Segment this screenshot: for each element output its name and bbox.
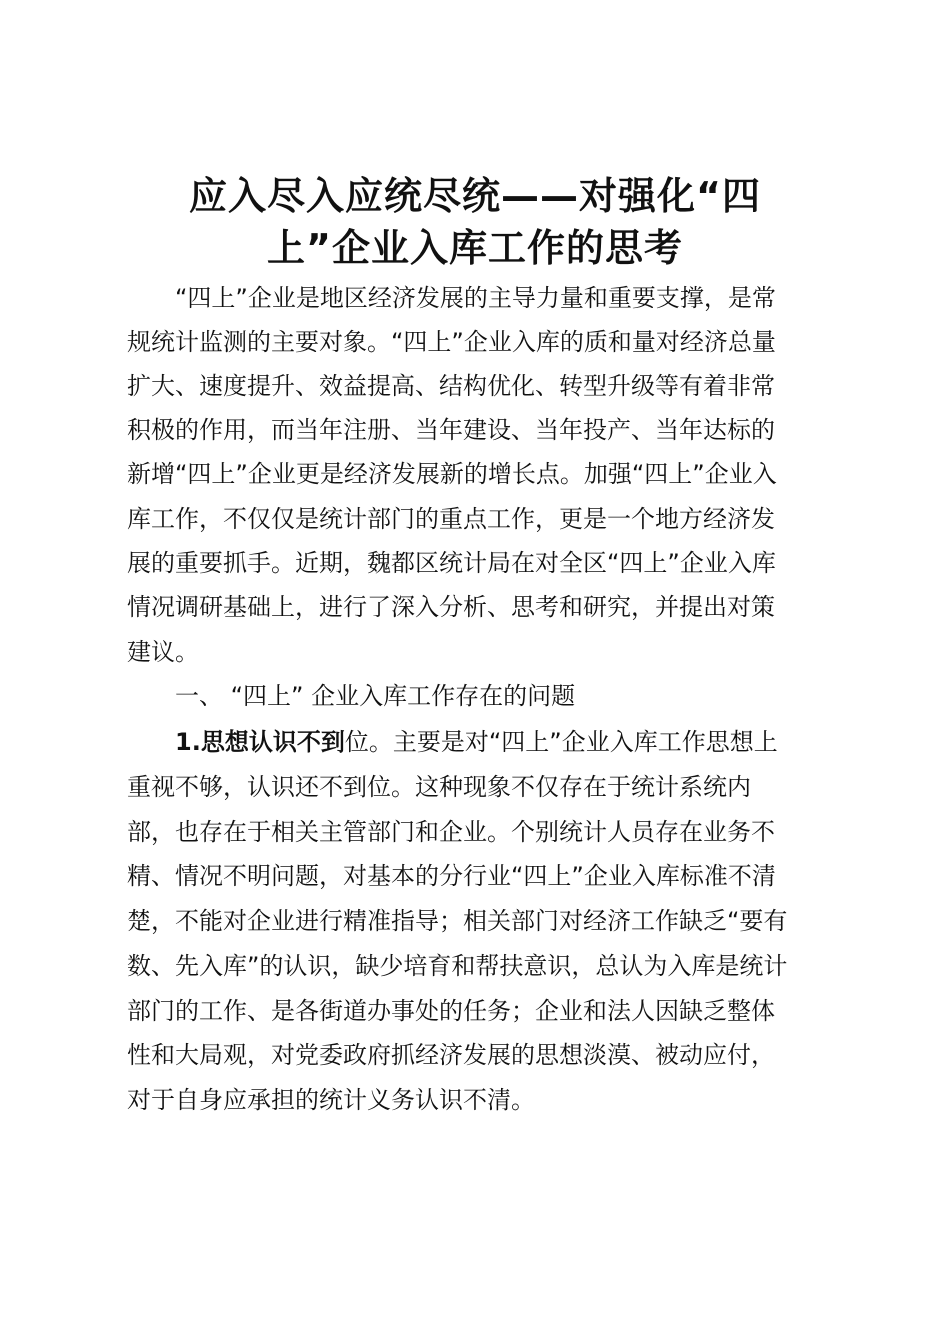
paragraph-line: 新增“四上”企业更是经济发展新的增长点。加强“四上”企业入 xyxy=(127,460,777,488)
title-line-2: 上”企业入库工作的思考 xyxy=(267,226,683,270)
point-1-first-line xyxy=(175,727,778,757)
paragraph-line: 积极的作用，而当年注册、当年建设、当年投产、当年达标的 xyxy=(127,416,775,444)
paragraph-line: 规统计监测的主要对象。“四上”企业入库的质和量对经济总量 xyxy=(127,328,776,356)
paragraph-line: 重视不够，认识还不到位。这种现象不仅存在于统计系统内 xyxy=(127,773,751,801)
paragraph-line: 性和大局观，对党委政府抓经济发展的思想淡漠、被动应付， xyxy=(127,1041,775,1069)
paragraph-line: 库工作，不仅仅是统计部门的重点工作，更是一个地方经济发 xyxy=(127,505,775,533)
paragraph-line: “四上”企业是地区经济发展的主导力量和重要支撑，是常 xyxy=(175,284,776,312)
paragraph-line: 展的重要抓手。近期，魏都区统计局在对全区“四上”企业入库 xyxy=(127,549,776,577)
point-1-heading: 1.思想认识不到 xyxy=(175,728,345,756)
section-heading: 一、 “四上” 企业入库工作存在的问题 xyxy=(175,682,576,710)
paragraph-line: 数、先入库”的认识，缺少培育和帮扶意识，总认为入库是统计 xyxy=(127,952,788,980)
paragraph-line: 楚，不能对企业进行精准指导；相关部门对经济工作缺乏“要有 xyxy=(127,907,788,935)
paragraph-line: 扩大、速度提升、效益提高、结构优化、转型升级等有着非常 xyxy=(127,372,775,400)
paragraph-line: 部，也存在于相关主管部门和企业。个别统计人员存在业务不 xyxy=(127,818,775,846)
paragraph-line: 情况调研基础上，进行了深入分析、思考和研究，并提出对策 xyxy=(127,593,775,621)
paragraph-line: 建议。 xyxy=(127,638,199,666)
title-line-1: 应入尽入应统尽统——对强化“四 xyxy=(189,174,761,218)
document-title xyxy=(130,170,820,274)
point-1-text: 位。主要是对“四上”企业入库工作思想上 xyxy=(344,728,778,756)
paragraph-line: 对于自身应承担的统计义务认识不清。 xyxy=(127,1086,535,1114)
paragraph-line: 精、情况不明问题，对基本的分行业“四上”企业入库标准不清 xyxy=(127,862,776,890)
paragraph-line: 部门的工作、是各街道办事处的任务；企业和法人因缺乏整体 xyxy=(127,997,775,1025)
